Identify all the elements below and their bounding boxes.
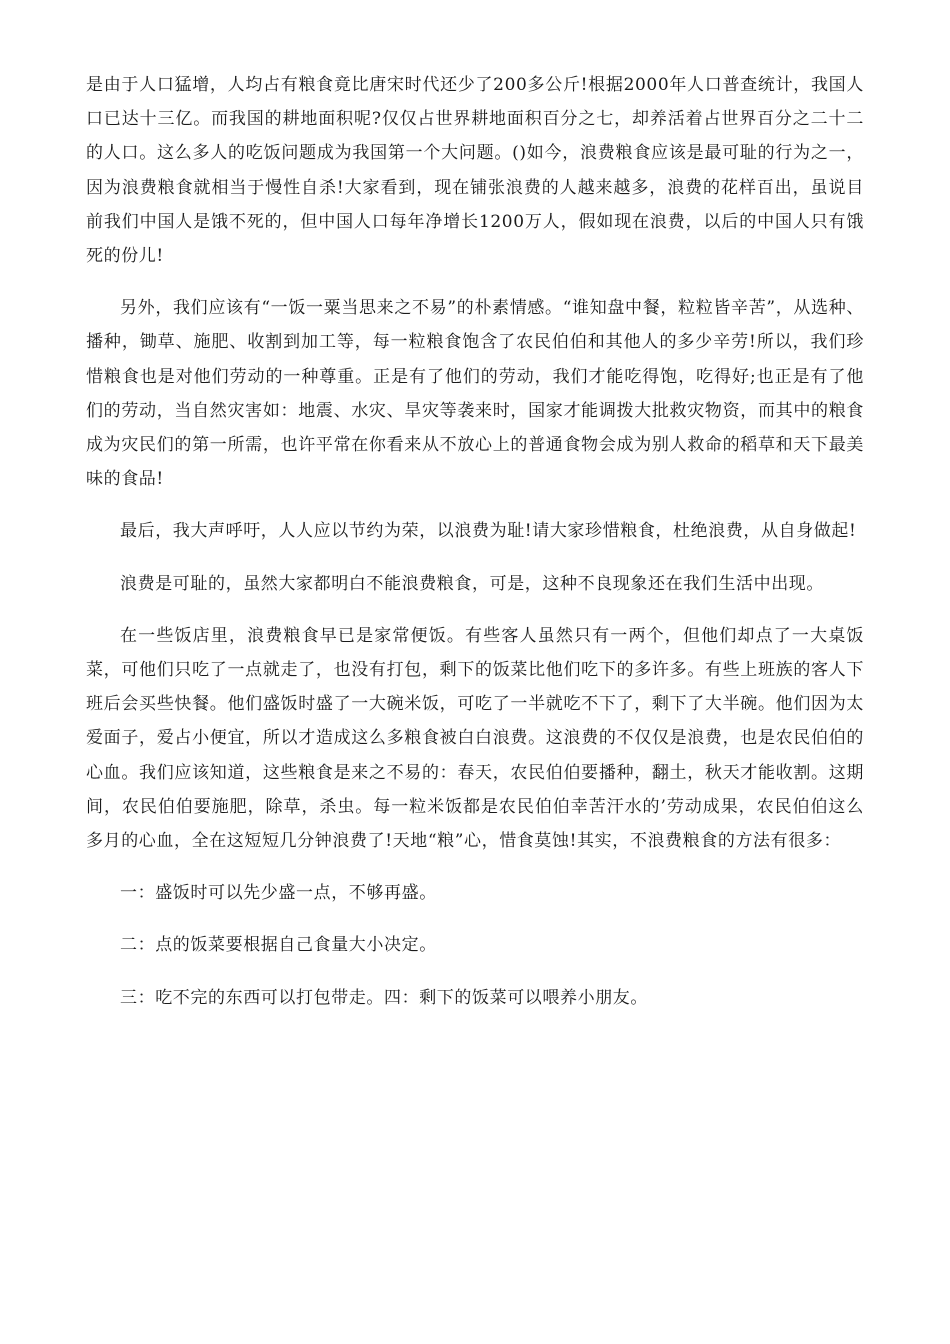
paragraph-shameful-waste: 浪费是可耻的，虽然大家都明白不能浪费粮食，可是，这种不良现象还在我们生活中出现。 bbox=[120, 573, 824, 594]
list-item-method-1: 一：盛饭时可以先少盛一点，不够再盛。 bbox=[120, 883, 437, 904]
paragraph-restaurant-waste: 在一些饭店里，浪费粮食早已是家常便饭。有些客人虽然只有一两个，但他们却点了一大桌饭菜，可他们只吃了一点就走了，也没有打包，剩下的饭菜比他们吃下的多许多。有些上班族的客人下班后会买些快餐。他们盛饭时盛了一大碗米饭，可吃了一半就吃不下了，剩下了大半碗。他们因为太爱面子，爱占小便宜，所以才造成这么多粮食被白白浪费。这浪费的不仅仅是浪费，也是农民伯伯的心血。我们应该知道，这些粮食是来之不易的：春天，农民伯伯要播种，翻土，秋天才能收割。这期间，农民伯伯要施肥，除草，杀虫。每一粒米饭都是农民伯伯幸苦汗水的’劳动成果，农民伯伯这么多月的心血，全在这短短几分钟浪费了!天地“粮”心，惜食莫蚀!其实，不浪费粮食的方法有很多： bbox=[86, 625, 864, 852]
paragraph-gratitude: 另外，我们应该有“一饭一粟当思来之不易”的朴素情感。“谁知盘中餐，粒粒皆辛苦”，从选种、播种，锄草、施肥、收割到加工等，每一粒粮食饱含了农民伯伯和其他人的多少辛劳!所以，我们珍惜粮食也是对他们劳动的一种尊重。正是有了他们的劳动，我们才能吃得饱，吃得好;也正是有了他们的劳动，当自然灾害如：地震、水灾、旱灾等袭来时，国家才能调拨大批救灾物资，而其中的粮食成为灾民们的第一所需，也许平常在你看来从不放心上的普通食物会成为别人救命的稻草和天下最美味的食品! bbox=[86, 298, 864, 490]
paragraph-appeal: 最后，我大声呼吁，人人应以节约为荣，以浪费为耻!请大家珍惜粮食，杜绝浪费，从自身做起! bbox=[120, 521, 857, 542]
document-body bbox=[86, 68, 864, 1015]
list-item-method-3-4: 三：吃不完的东西可以打包带走。四：剩下的饭菜可以喂养小朋友。 bbox=[120, 987, 648, 1008]
list-item-method-2: 二：点的饭菜要根据自己食量大小决定。 bbox=[120, 935, 437, 956]
paragraph-population: 是由于人口猛增，人均占有粮食竟比唐宋时代还少了200多公斤!根据2000年人口普查统计，我国人口已达十三亿。而我国的耕地面积呢?仅仅占世界耕地面积百分之七，却养活着占世界百分之二十二的人口。这么多人的吃饭问题成为我国第一个大问题。()如今，浪费粮食应该是最可耻的行为之一，因为浪费粮食就相当于慢性自杀!大家看到，现在铺张浪费的人越来越多，浪费的花样百出，虽说目前我们中国人是饿不死的，但中国人口每年净增长1200万人，假如现在浪费，以后的中国人只有饿死的份儿! bbox=[86, 75, 864, 267]
